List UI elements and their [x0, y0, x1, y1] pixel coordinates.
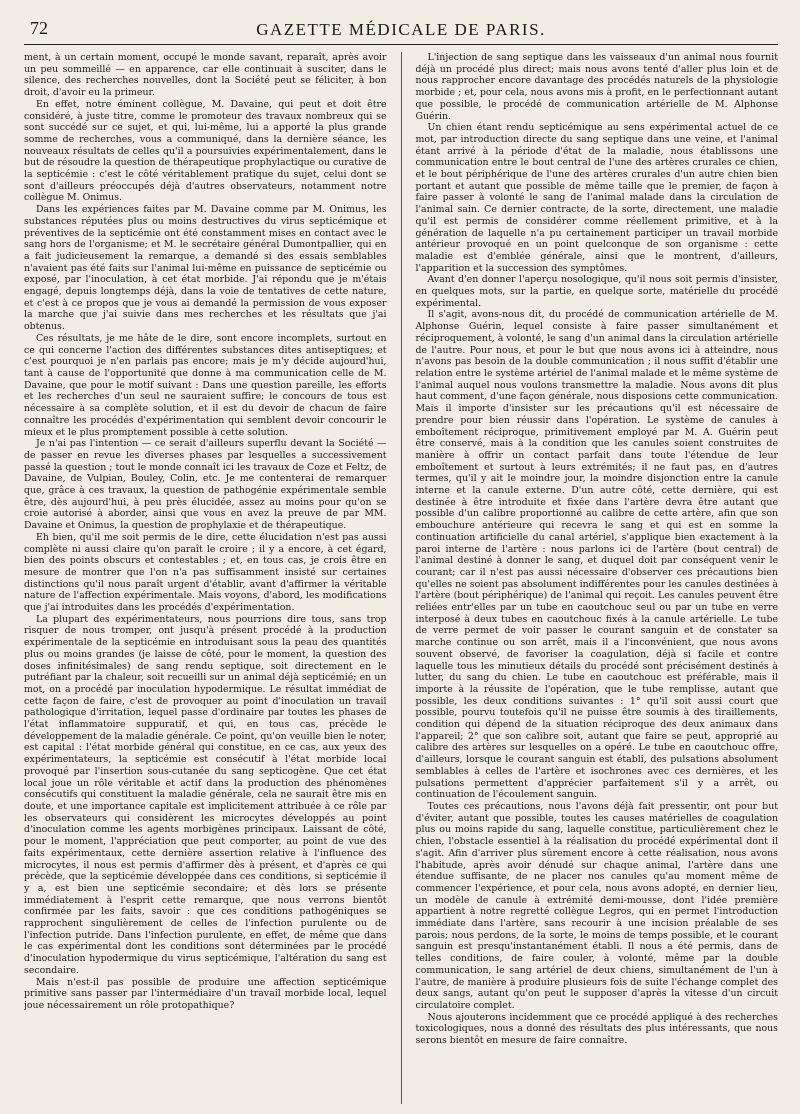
- paragraph: En effet, notre éminent collègue, M. Davaine, qui peut et doit être considéré, à juste titre, comme le promoteur des travaux nombreux qui se sont succédé sur ce sujet, et qui, lui-même, lui a apporté la plus grande somme de recherches, vous a communiqué, dans la dernière séance, les nouveaux résultats de celles qu'il a poursuivies expérimentalement, dans le but de résoudre la question de thérapeutique prophylactique ou curative de la septicémie : c'est le côté véritablement pratique du sujet, celui dont se sont d'ailleurs préoccupés déjà d'autres observateurs, notamment notre collègue M. Onimus.: [24, 98, 387, 204]
- paragraph: Ces résultats, je me hâte de le dire, sont encore incomplets, surtout en ce qui concerne l'action des différentes substances dites antiseptiques; et c'est pourquoi je n'en parlais pas encore; mais je m'y décide aujourd'hui, tant à cause de l'opportunité que donne à ma communication celle de M. Davaine, que pour le motif suivant : Dans une question pareille, les efforts et les recherches d'un seul ne sauraient suffire; le concours de tous est nécessaire à sa complète solution, et il est du devoir de chacun de faire connaître les procédés d'expérimentation qui semblent devoir concourir le mieux et le plus promptement possible à cette solution.: [24, 332, 387, 438]
- journal-title: GAZETTE MÉDICALE DE PARIS.: [256, 20, 546, 39]
- page-number: 72: [30, 18, 48, 38]
- left-column: [24, 52, 387, 1104]
- paragraph: Un chien étant rendu septicémique au sens expérimental actuel de ce mot, par introduction directe du sang septique dans une veine, et l'animal étant arrivé à la période d'état de la maladie, nous établissons une communication entre le bout central de l'une des artères crurales ce chien, et le bout périphérique de l'une des artères crurales d'un autre chien bien portant et autant que possible de même taille que le premier, de façon à faire passer à volonté le sang de l'animal malade dans la circulation de l'animal sain. Ce dernier contracte, de la sorte, directement, une maladie qu'il est permis de considérer comme réellement primitive, et à la génération de laquelle n'a pu certainement participer un travail morbide antérieur provoqué en un point quelconque de son organisme : cette maladie est d'emblée générale, ainsi que le montrent, d'ailleurs, l'apparition et la succession des symptômes.: [415, 122, 778, 274]
- paragraph: Je n'ai pas l'intention — ce serait d'ailleurs superflu devant la Société — de passer en revue les diverses phases par lesquelles a successivement passé la question ; tout le monde connaît ici les travaux de Coze et Feltz, de Davaine, de Vulpian, Bouley, Colin, etc. Je me contenterai de remarquer que, grâce à ces travaux, la question de pathogénie expérimentale semble être, dès aujourd'hui, à peu près élucidée, assez au moins pour qu'on se croie autorisé à aborder, ainsi que vous en avez la preuve de par MM. Davaine et Onimus, la question de prophylaxie et de thérapeutique.: [24, 438, 387, 532]
- paragraph: Toutes ces précautions, nous l'avons déjà fait pressentir, ont pour but d'éviter, autant que possible, toutes les causes matérielles de coagulation plus ou moins rapide du sang, laquelle constitue, particulièrement chez le chien, l'obstacle essentiel à la réalisation du procédé expérimental dont il s'agit. Afin d'arriver plus sûrement encore à cette réalisation, nous avons l'habitude, après avoir dénudé sur chaque animal, l'artère dans une étendue suffisante, de ne placer nos canules qu'au moment même de commencer l'expérience, et pour cela, nous avons adopté, en dernier lieu, un modèle de canule à extrémité demi-mousse, dont l'idée première appartient à notre regretté collègue Legros, qui en permet l'introduction immédiate dans l'artère, sans recourir à une incision préalable de ses parois; nous perdons, de la sorte, le moins de temps possible, et le courant sanguin est presqu'instantanément établi. Il nous a été permis, dans de telles conditions, de faire couler, à volonté, même par la double communication, le sang artériel de deux chiens, simultanément de l'un à l'autre, de manière à produire plusieurs fois de suite l'échange complet des deux sangs, autant qu'on peut le supposer d'après la vitesse d'un circuit circulatoire complet.: [415, 801, 778, 1011]
- paragraph: Eh bien, qu'il me soit permis de le dire, cette élucidation n'est pas aussi complète ni aussi claire qu'on paraît le croire ; il y a encore, à cet égard, bien des points obscurs et contestables ; et, en tous cas, je crois être en mesure de montrer que l'on n'a pas suffisamment insisté sur certaines distinctions qu'il nous paraît urgent d'établir, avant d'affirmer la véritable nature de l'affection expérimentale. Mais voyons, d'abord, les modifications que j'ai introduites dans les procédés d'expérimentation.: [24, 531, 387, 614]
- header-rule: [24, 44, 778, 45]
- paragraph: Il s'agit, avons-nous dit, du procédé de communication artérielle de M. Alphonse Guérin, lequel consiste à faire passer simultanément et réciproquement, à volonté, le sang d'un animal dans la circulation artérielle de l'autre. Pour nous, et pour le but que nous avons ici à atteindre, nous n'avons pas besoin de la double communication ; il nous suffit d'établir une relation entre le système artériel de l'animal malade et le même système de l'animal auquel nous voulons transmettre la maladie. Nous avons dit plus haut comment, d'une façon générale, nous disposions cette communication. Mais il importe d'insister sur les précautions qu'il est nécessaire de prendre pour bien réussir dans l'opération. Le système de canules à emboîtement réciproque, primitivement employé par M. A. Guérin peut être conservé, mais à la condition que les canules soient construites de manière à offrir un contact parfait dans toute l'étendue de leur emboîtement et surtout à leurs extrémités; il ne faut pas, en d'autres termes, qu'il y ait le moindre jour, la moindre disjonction entre la canule interne et la canule externe. D'un autre côté, cette dernière, qui est destinée à être introduite et fixée dans l'artère devra être autant que possible d'un calibre proportionné au calibre de cette artère, afin que son embouchure antérieure qui recevra le sang et qui est en somme la continuation artificielle du canal artériel, s'applique bien exactement à la paroi interne de l'artère : nous parlons ici de l'artère (bout central) de l'animal destiné à donner le sang, et duquel doit par conséquent venir le courant; car il n'est pas aussi nécessaire d'observer ces précautions bien qu'elles ne soient pas absolument indifférentes pour les canules destinées à l'artère (bout périphérique) de l'animal qui reçoit. Les canules peuvent être reliées entr'elles par un tube en caoutchouc seul ou par un tube en verre interposé à deux tubes en caoutchouc fixés à la canule artérielle. Le tube de verre permet de voir passer le courant sanguin et de constater sa marche continue ou son arrêt, mais il a l'inconvénient, que nous avons souvent observé, de favoriser la coagulation, déjà si facile et contre laquelle tous les minutieux détails du procédé sont précisément destinés à lutter, du sang du chien. Le tube en caoutchouc est préférable, mais il importe à la réussite de l'opération, que le tube remplisse, autant que possible, les deux conditions suivantes : 1° qu'il soit aussi court que possible, pourvu toutefois qu'il ne puisse être soumis à des tiraillements, condition qui dépend de la situation réciproque des deux animaux dans l'appareil; 2° que son calibre soit, autant que faire se peut, approprié au calibre des artères sur lesquelles on a opéré. Le tube en caoutchouc offre, d'ailleurs, lorsque le courant sanguin est établi, des pulsations absolument semblables à celles de l'artère et isochrones avec ces dernières, et les pulsations permettent d'apprécier parfaitement s'il y a arrêt, ou continuation de l'écoulement sanguin.: [415, 309, 778, 801]
- paragraph: Avant d'en donner l'aperçu nosologique, qu'il nous soit permis d'insister, en quelques mots, sur la partie, en quelque sorte, matérielle du procédé expérimental.: [415, 274, 778, 309]
- paragraph: La plupart des expérimentateurs, nous pourrions dire tous, sans trop risquer de nous tromper, ont jusqu'à présent procédé à la production expérimentale de la septicémie en introduisant sous la peau des quantités plus ou moins grandes (je laisse de côté, pour le moment, la question des doses infinitésimales) de sang rendu septique, soit directement en le putréfiant par la chaleur, soit recueilli sur un animal déjà septicémié; en un mot, on a procédé par inoculation hypodermique. Le résultat immédiat de cette façon de faire, c'est de provoquer au point d'inoculation un travail pathologique d'irritation, lequel passe d'ordinaire par toutes les phases de l'état inflammatoire suppuratif, et qui, en tous cas, précède le développement de la maladie générale. Ce point, qu'on veuille bien le noter, est capital : l'état morbide général qui constitue, en ce cas, aux yeux des expérimentateurs, la septicémie est consécutif à l'état morbide local provoqué par l'insertion sous-cutanée du sang septicogène. Que cet état local joue un rôle véritable et actif dans la production des phénomènes consécutifs qui constituent la maladie générale, cela ne saurait être mis en doute, et une importance capitale est implicitement attribuée à ce rôle par les observateurs qui considèrent les microcytes développés au point d'inoculation comme les agents morbigènes principaux. Laissant de côté, pour le moment, l'appréciation que peut comporter, au point de vue des faits expérimentaux, cette dernière assertion relative à l'influence des microcytes, il nous est permis d'affirmer dès à présent, et d'après ce qui précède, que la septicémie développée dans ces conditions, si septicémie il y a, est bien une septicémie secondaire; et dès lors se présente immédiatement à l'esprit cette remarque, que nous verrons bientôt confirmée par les faits, savoir : que ces conditions pathogéniques se rapprochent singulièrement de celles de l'infection purulente ou de l'infection putride. Dans l'infection purulente, en effet, de même que dans le cas expérimental dont les conditions sont déterminées par le procédé d'inoculation hypodermique du virus septicémique, l'altération du sang est secondaire.: [24, 613, 387, 976]
- paragraph: L'injection de sang septique dans les vaisseaux d'un animal nous fournit déjà un procédé plus direct; mais nous avons tenté d'aller plus loin et de nous rapprocher encore davantage des procédés naturels de la physiologie morbide ; et, pour cela, nous avons mis à profit, en le perfectionnant autant que possible, le procédé de communication artérielle de M. Alphonse Guérin.: [415, 52, 778, 122]
- text-columns: [24, 52, 778, 1104]
- paragraph: Nous ajouterons incidemment que ce procédé appliqué à des recherches toxicologiques, nous a donné des résultats des plus intéressants, que nous serons bientôt en mesure de faire connaître.: [415, 1011, 778, 1047]
- paragraph: Dans les expériences faites par M. Davaine comme par M. Onimus, les substances réputées plus ou moins destructives du virus septicémique et préventives de la septicémie ont été constamment mises en contact avec le sang hors de l'organisme; et M. le secrétaire général Dumontpallier, qui en a fait judicieusement la remarque, a demandé si des essais semblables n'avaient pas été faits sur l'animal lui-même en puissance de septicémie ou exposé, par l'inoculation, à cet état morbide. J'ai répondu que je m'étais engagé, depuis longtemps déjà, dans la voie de tentatives de cette nature, et c'est à ce propos que je vous ai demandé la permission de vous exposer la marche que j'ai suivie dans mes recherches et les résultats que j'ai obtenus.: [24, 204, 387, 333]
- paragraph: ment, à un certain moment, occupé le monde savant, reparaît, après avoir un peu sommeillé — en apparence, car elle continuait à susciter, dans le silence, des recherches nouvelles, dont la Société peut se féliciter, à bon droit, d'avoir eu la primeur.: [24, 52, 387, 99]
- column-divider: [401, 52, 402, 1104]
- page-header: [24, 14, 778, 42]
- paragraph: Mais n'est-il pas possible de produire une affection septicémique primitive sans passer par l'intermédiaire d'un travail morbide local, lequel joue nécessairement un rôle protopathique?: [24, 976, 387, 1011]
- right-column: [415, 52, 778, 1104]
